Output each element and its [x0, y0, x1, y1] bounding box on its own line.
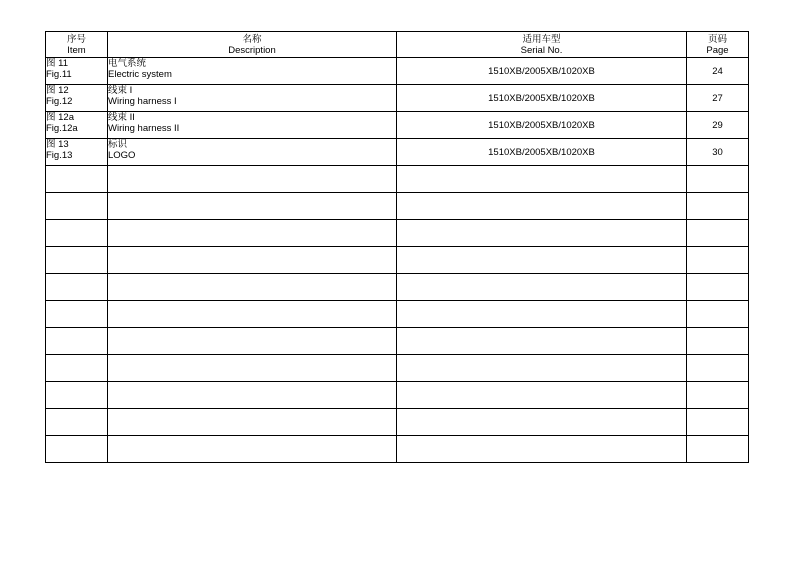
table-body	[46, 58, 749, 463]
header-page-cn: 页码	[707, 33, 727, 45]
header-serial	[397, 32, 687, 58]
description-cn: 线束 I	[108, 85, 133, 96]
item-cn: 图 12	[46, 85, 69, 96]
item-cell	[46, 58, 108, 85]
empty-row	[46, 355, 749, 382]
page-cell: 27	[687, 85, 749, 112]
empty-row	[46, 166, 749, 193]
serial-cell: 1510XB/2005XB/1020XB	[397, 112, 687, 139]
description-cn: 线束 II	[108, 112, 135, 123]
table-row	[46, 85, 749, 112]
item-en: Fig.12	[46, 96, 73, 107]
description-cell	[108, 139, 397, 166]
table-header	[46, 32, 749, 58]
table-row	[46, 58, 749, 85]
item-cn: 图 11	[46, 58, 69, 69]
header-page-en: Page	[706, 44, 729, 56]
header-item-en: Item	[67, 44, 86, 56]
description-cell	[108, 85, 397, 112]
empty-row	[46, 274, 749, 301]
empty-row	[46, 247, 749, 274]
description-en: Wiring harness II	[108, 123, 180, 134]
empty-row	[46, 328, 749, 355]
header-item	[46, 32, 108, 58]
table-row	[46, 139, 749, 166]
serial-cell: 1510XB/2005XB/1020XB	[397, 58, 687, 85]
description-cn: 电气系统	[108, 58, 147, 69]
page-cell: 29	[687, 112, 749, 139]
empty-row	[46, 220, 749, 247]
header-description-en: Description	[228, 44, 276, 56]
item-cell	[46, 85, 108, 112]
description-cell	[108, 58, 397, 85]
empty-row	[46, 301, 749, 328]
page-cell: 30	[687, 139, 749, 166]
header-page	[687, 32, 749, 58]
serial-cell: 1510XB/2005XB/1020XB	[397, 139, 687, 166]
parts-index-table	[45, 31, 749, 463]
item-cn: 图 12a	[46, 112, 74, 123]
header-serial-en: Serial No.	[520, 44, 563, 56]
serial-cell: 1510XB/2005XB/1020XB	[397, 85, 687, 112]
header-item-cn: 序号	[66, 33, 86, 45]
item-en: Fig.11	[46, 69, 72, 80]
page-cell: 24	[687, 58, 749, 85]
empty-row	[46, 409, 749, 436]
item-cn: 图 13	[46, 139, 69, 150]
empty-row	[46, 382, 749, 409]
item-en: Fig.13	[46, 150, 73, 161]
description-cell	[108, 112, 397, 139]
description-en: LOGO	[108, 150, 136, 161]
item-en: Fig.12a	[46, 123, 78, 134]
description-en: Electric system	[108, 69, 172, 80]
item-cell	[46, 139, 108, 166]
item-cell	[46, 112, 108, 139]
header-description-cn: 名称	[242, 33, 262, 45]
header-description	[108, 32, 397, 58]
header-serial-cn: 适用车型	[522, 33, 561, 45]
table-row	[46, 112, 749, 139]
empty-row	[46, 193, 749, 220]
description-cn: 标识	[108, 139, 128, 150]
empty-row	[46, 436, 749, 463]
description-en: Wiring harness I	[108, 96, 177, 107]
